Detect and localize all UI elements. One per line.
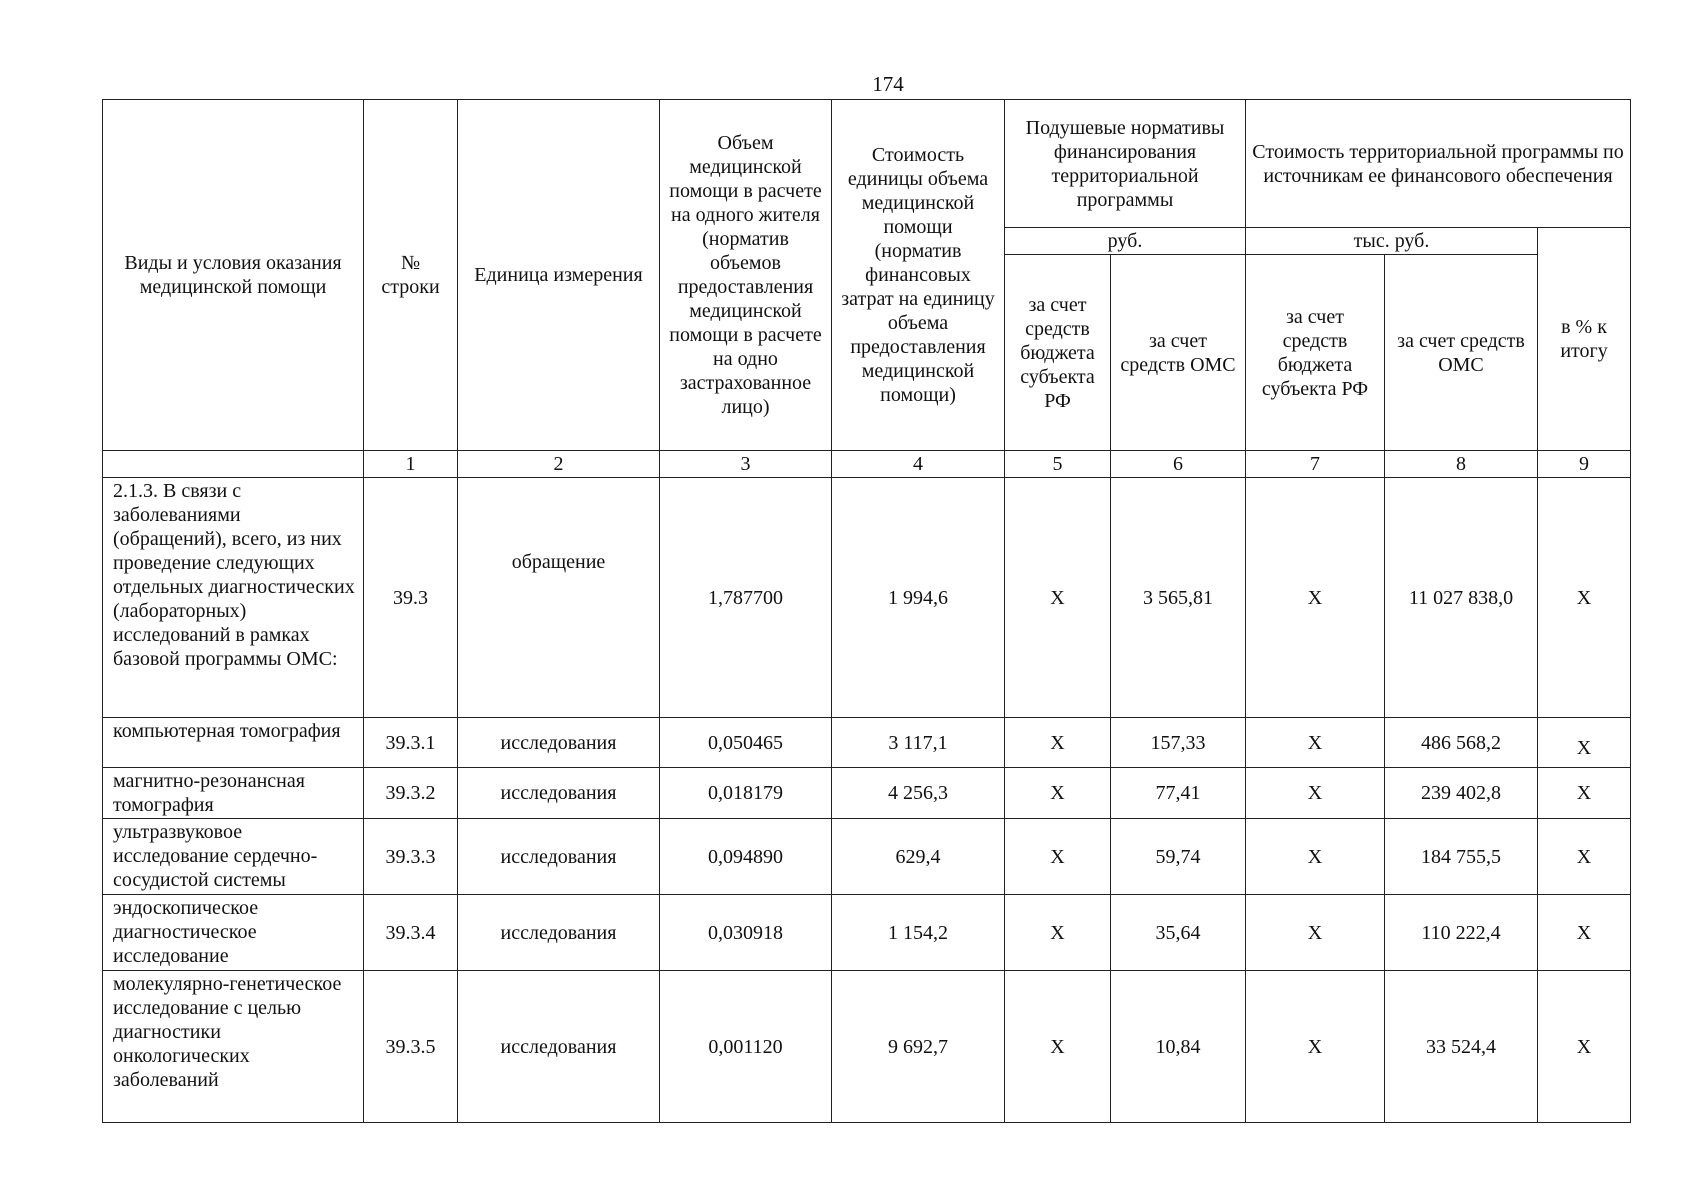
row-line-number: 39.3.2 [364, 768, 458, 819]
row-budget-rf-per-capita: Х [1005, 478, 1111, 718]
row-unit: исследования [458, 718, 660, 768]
column-number [103, 451, 364, 478]
row-unit-cost: 1 154,2 [832, 895, 1005, 971]
table-row [103, 895, 1631, 971]
table-row [103, 478, 1631, 718]
row-oms-total: 239 402,8 [1385, 768, 1538, 819]
row-name: эндоскопическое диагностическое исследование [103, 895, 364, 971]
row-oms-per-capita: 10,84 [1111, 971, 1246, 1123]
row-oms-per-capita: 59,74 [1111, 819, 1246, 895]
row-budget-rf-per-capita: Х [1005, 768, 1111, 819]
row-line-number: 39.3.3 [364, 819, 458, 895]
row-name: компьютерная томография [103, 718, 364, 768]
row-volume: 1,787700 [660, 478, 832, 718]
header-unit-cost: Стоимость единицы объема медицинской помощи (норматив финансовых затрат на единицу объема предоставления медицинской помощи) [832, 100, 1005, 451]
header-per-capita-group: Подушевые нормативы финансирования территориальной программы [1005, 100, 1246, 228]
header-budget-rf-per-capita: за счет средств бюджета субъекта РФ [1005, 255, 1111, 451]
row-line-number: 39.3.1 [364, 718, 458, 768]
row-name: 2.1.3. В связи с заболеваниями (обращений), всего, из них проведение следующих отдельных диагностических (лабораторных) исследований в рамках базовой программы ОМС: [103, 478, 364, 718]
row-budget-rf-total: Х [1246, 478, 1385, 718]
row-line-number: 39.3 [364, 478, 458, 718]
row-budget-rf-per-capita: Х [1005, 819, 1111, 895]
table-row [103, 819, 1631, 895]
row-budget-rf-total: Х [1246, 768, 1385, 819]
row-volume: 0,050465 [660, 718, 832, 768]
row-oms-total: 11 027 838,0 [1385, 478, 1538, 718]
row-budget-rf-per-capita: Х [1005, 718, 1111, 768]
row-volume: 0,094890 [660, 819, 832, 895]
row-oms-per-capita: 3 565,81 [1111, 478, 1246, 718]
row-percent-of-total: Х [1538, 971, 1631, 1123]
row-oms-per-capita: 157,33 [1111, 718, 1246, 768]
row-unit: исследования [458, 895, 660, 971]
row-budget-rf-per-capita: Х [1005, 895, 1111, 971]
table-row [103, 768, 1631, 819]
column-number: 9 [1538, 451, 1631, 478]
row-budget-rf-total: Х [1246, 718, 1385, 768]
row-volume: 0,001120 [660, 971, 832, 1123]
row-oms-total: 486 568,2 [1385, 718, 1538, 768]
row-oms-total: 184 755,5 [1385, 819, 1538, 895]
row-unit-cost: 1 994,6 [832, 478, 1005, 718]
header-volume: Объем медицинской помощи в расчете на одного жителя (норматив объемов предоставления медицинской помощи в расчете на одно застрахованное лицо) [660, 100, 832, 451]
row-oms-total: 110 222,4 [1385, 895, 1538, 971]
row-name: ультразвуковое исследование сердечно-сосудистой системы [103, 819, 364, 895]
column-number-row [103, 451, 1631, 478]
column-number: 4 [832, 451, 1005, 478]
row-unit-cost: 3 117,1 [832, 718, 1005, 768]
column-number: 5 [1005, 451, 1111, 478]
row-budget-rf-total: Х [1246, 971, 1385, 1123]
header-percent-of-total: в % к итогу [1538, 228, 1631, 451]
row-unit: исследования [458, 971, 660, 1123]
row-unit: исследования [458, 819, 660, 895]
row-percent-of-total: Х [1538, 819, 1631, 895]
row-line-number: 39.3.5 [364, 971, 458, 1123]
row-volume: 0,018179 [660, 768, 832, 819]
header-program-cost-group: Стоимость территориальной программы по источникам ее финансового обеспечения [1246, 100, 1631, 228]
header-unit-thousand-rub: тыс. руб. [1246, 228, 1538, 255]
row-name: молекулярно-генетическое исследование с целью диагностики онкологических заболеваний [103, 971, 364, 1123]
row-volume: 0,030918 [660, 895, 832, 971]
row-percent-of-total: Х [1538, 895, 1631, 971]
row-name: магнитно-резонансная томография [103, 768, 364, 819]
row-unit-cost: 9 692,7 [832, 971, 1005, 1123]
row-oms-total: 33 524,4 [1385, 971, 1538, 1123]
row-budget-rf-total: Х [1246, 819, 1385, 895]
row-oms-per-capita: 35,64 [1111, 895, 1246, 971]
row-oms-per-capita: 77,41 [1111, 768, 1246, 819]
page-number: 174 [872, 72, 904, 96]
financing-table [102, 99, 1631, 1123]
row-unit: обращение [458, 478, 660, 718]
header-unit: Единица измерения [458, 100, 660, 451]
column-number: 6 [1111, 451, 1246, 478]
header-name: Виды и условия оказания медицинской помощи [103, 100, 364, 451]
table-row [103, 971, 1631, 1123]
table-row [103, 718, 1631, 768]
column-number: 8 [1385, 451, 1538, 478]
row-unit-cost: 4 256,3 [832, 768, 1005, 819]
column-number: 1 [364, 451, 458, 478]
column-number: 2 [458, 451, 660, 478]
row-percent-of-total: Х [1538, 478, 1631, 718]
header-line-number: № строки [364, 100, 458, 451]
header-budget-rf-total: за счет средств бюджета субъекта РФ [1246, 255, 1385, 451]
row-percent-of-total: Х [1538, 718, 1631, 768]
column-number: 7 [1246, 451, 1385, 478]
header-oms-per-capita: за счет средств ОМС [1111, 255, 1246, 451]
row-percent-of-total: Х [1538, 768, 1631, 819]
row-budget-rf-total: Х [1246, 895, 1385, 971]
column-number: 3 [660, 451, 832, 478]
row-budget-rf-per-capita: Х [1005, 971, 1111, 1123]
header-unit-rub: руб. [1005, 228, 1246, 255]
row-unit-cost: 629,4 [832, 819, 1005, 895]
row-unit: исследования [458, 768, 660, 819]
header-oms-total: за счет средств ОМС [1385, 255, 1538, 451]
row-line-number: 39.3.4 [364, 895, 458, 971]
